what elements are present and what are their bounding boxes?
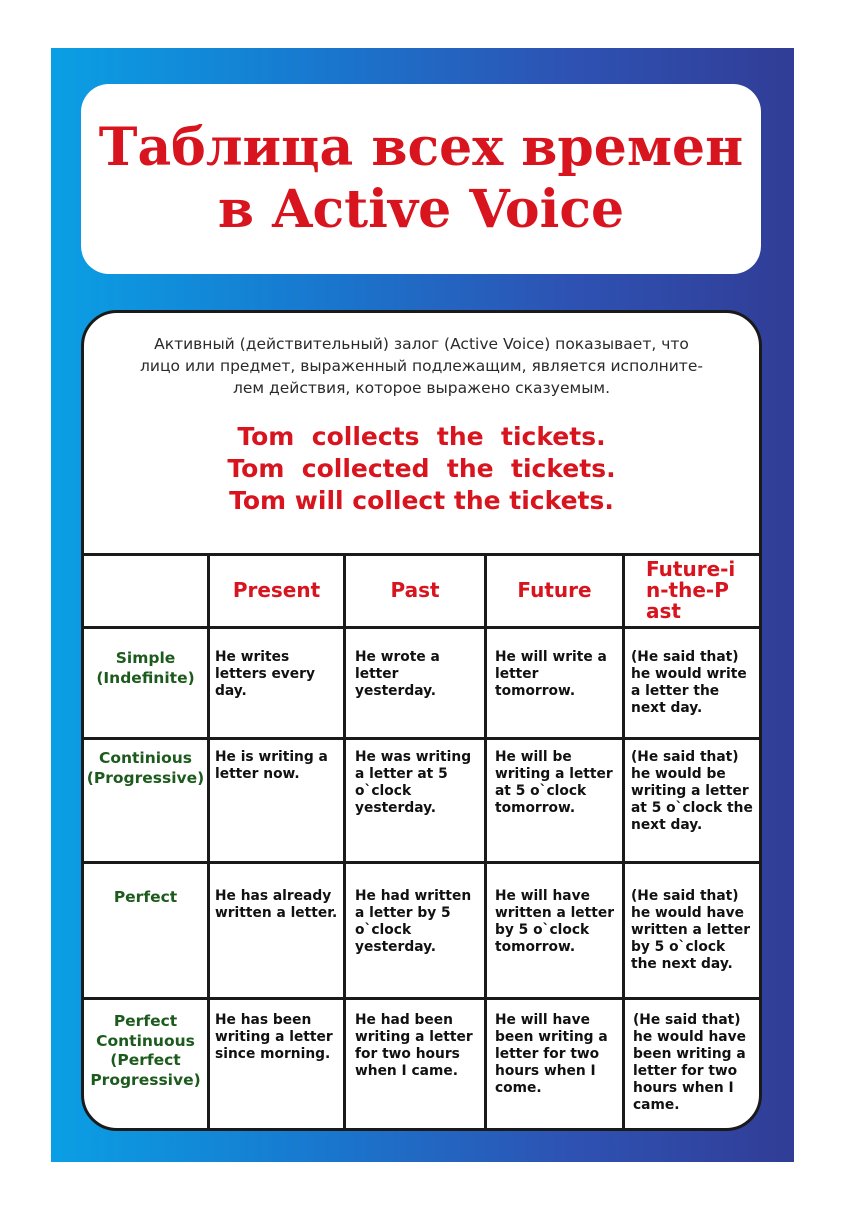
cell-simple-future-in-past: (He said that) he would write a letter the next day. <box>631 649 747 716</box>
cell-continuous-future-in-past: (He said that) he would be writing a letter at 5 o`clock the next day. <box>631 749 753 833</box>
header-past: Past <box>390 578 440 602</box>
header-future-in-the-past: Future-in-the-Past <box>646 557 736 623</box>
intro-line-1: Активный (действительный) залог (Active Voice) показывает, что <box>154 335 689 353</box>
cell-continuous-past: He was writing a letter at 5 o`clock yesterday. <box>355 749 472 816</box>
row-header-continuous: Continious (Progressive) <box>86 749 205 787</box>
row-header-simple: Simple (Indefinite) <box>96 649 195 687</box>
intro-line-3: лем действия, которое выражено сказуемым. <box>232 379 611 397</box>
header-present: Present <box>232 578 321 602</box>
example-present: Tom collects the tickets. <box>237 422 606 451</box>
page-title-line-1: Таблица всех времен <box>98 117 744 178</box>
cell-perfect-continuous-present: He has been writing a letter since morning. <box>215 1012 333 1062</box>
intro-line-2: лицо или предмет, выраженный подлежащим, является исполните- <box>140 357 703 375</box>
cell-perfect-present: He has already written a letter. <box>215 888 338 921</box>
header-future: Future <box>517 578 592 602</box>
intro-text <box>114 333 729 399</box>
cell-continuous-future: He will be writing a letter at 5 o`clock tomorrow. <box>495 749 613 816</box>
cell-simple-past: He wrote a letter yesterday. <box>355 649 440 699</box>
example-past: Tom collected the tickets. <box>227 454 616 483</box>
table-divider-col-2 <box>343 553 346 1128</box>
table-divider-row-2 <box>84 861 759 864</box>
row-header-perfect-continuous: Perfect Continuous (Perfect Progressive) <box>90 1012 201 1089</box>
cell-perfect-future: He will have written a letter by 5 o`clock tomorrow. <box>495 888 615 955</box>
cell-perfect-continuous-past: He had been writing a letter for two hours when I came. <box>355 1012 473 1079</box>
table-divider-row-1 <box>84 737 759 740</box>
example-sentences <box>84 421 759 517</box>
table-divider-col-4 <box>622 553 625 1128</box>
table-divider-col-1 <box>207 553 210 1128</box>
cell-perfect-future-in-past: (He said that) he would have written a letter by 5 o`clock the next day. <box>631 888 751 972</box>
title-box <box>81 84 761 274</box>
example-future: Tom will collect the tickets. <box>229 486 614 515</box>
cell-perfect-continuous-future-in-past: (He said that) he would have been writing a letter for two hours when I came. <box>633 1012 746 1113</box>
content-panel <box>81 310 762 1131</box>
row-header-perfect: Perfect <box>113 888 178 906</box>
cell-continuous-present: He is writing a letter now. <box>215 749 328 782</box>
page-title-line-2: в Active Voice <box>217 179 625 240</box>
cell-perfect-continuous-future: He will have been writing a letter for two hours when I come. <box>495 1012 608 1096</box>
cell-simple-future: He will write a letter tomorrow. <box>495 649 607 699</box>
tenses-table <box>84 553 759 1128</box>
table-divider-row-3 <box>84 997 759 1000</box>
cell-perfect-past: He had written a letter by 5 o`clock yesterday. <box>355 888 472 955</box>
cell-simple-present: He writes letters every day. <box>215 649 315 699</box>
table-divider-col-3 <box>484 553 487 1128</box>
